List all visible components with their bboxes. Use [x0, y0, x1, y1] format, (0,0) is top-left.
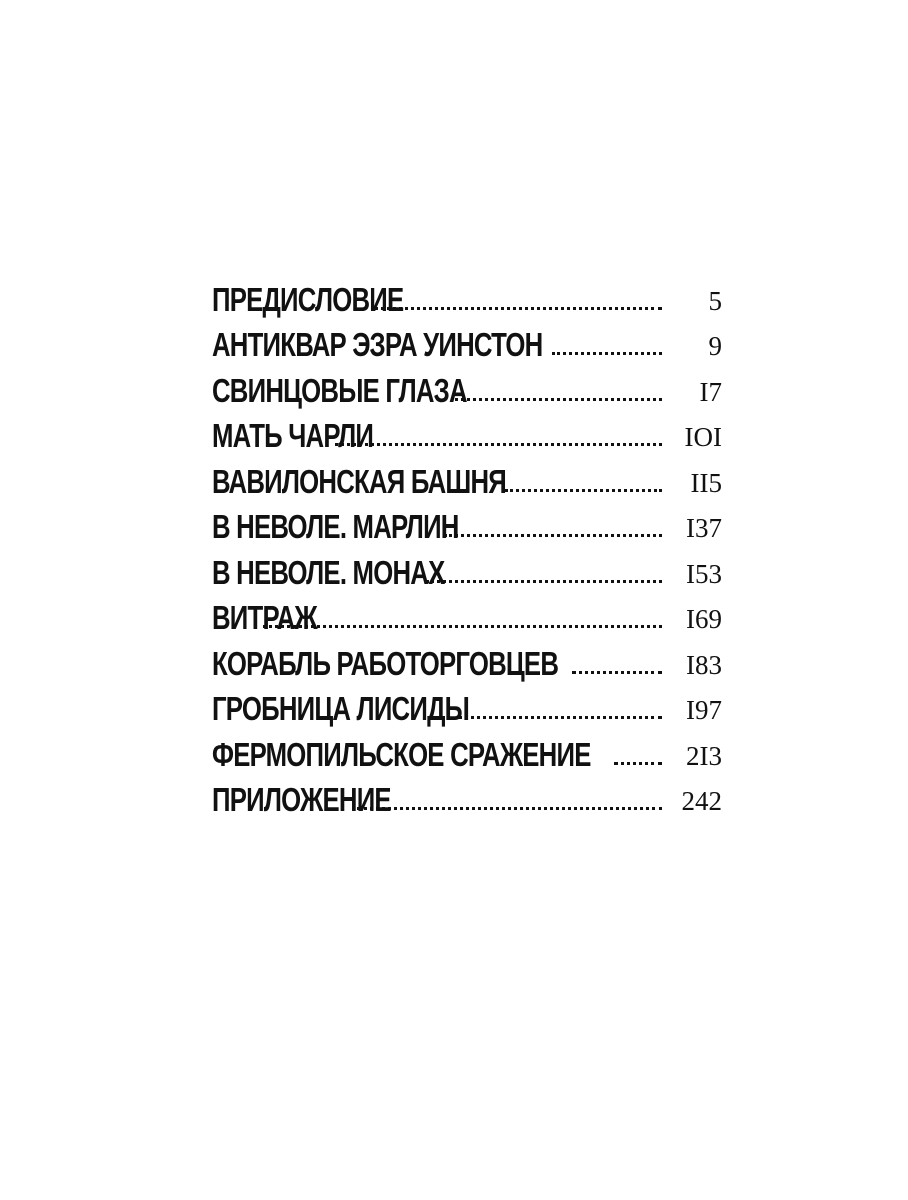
toc-entry-page: I53	[686, 558, 722, 589]
toc-entry-page: I83	[686, 649, 722, 680]
toc-entry-title: ВАВИЛОНСКАЯ БАШНЯ	[212, 462, 506, 500]
toc-entry-title: МАТЬ ЧАРЛИ	[212, 417, 374, 454]
dot-leader	[614, 762, 662, 765]
dot-leader	[335, 443, 662, 446]
toc-entry[interactable]	[212, 634, 722, 680]
toc-entry-title: В НЕВОЛЕ. МАРЛИН	[212, 508, 459, 545]
toc-entry[interactable]	[212, 771, 722, 817]
toc-entry-title: АНТИКВАР ЭЗРА УИНСТОН	[212, 326, 543, 363]
toc-entry-title: ПРИЛОЖЕНИЕ	[212, 781, 391, 818]
dot-leader	[458, 716, 662, 719]
toc-entry-page: II5	[690, 467, 722, 498]
dot-leader	[552, 352, 662, 355]
toc-entry[interactable]	[212, 270, 722, 316]
toc-entry-page: 5	[708, 285, 722, 316]
toc-entry[interactable]	[212, 407, 722, 453]
toc-entry-page: IOI	[684, 422, 722, 452]
dot-leader	[455, 398, 662, 401]
dot-leader	[426, 580, 662, 583]
toc-entry[interactable]	[212, 589, 722, 635]
dot-leader	[357, 807, 662, 810]
toc-entry[interactable]	[212, 680, 722, 726]
toc-entry-page: 9	[708, 331, 722, 361]
dot-leader	[444, 534, 662, 537]
toc-entry-page: I69	[686, 604, 722, 634]
toc-entry-page: I97	[686, 695, 722, 725]
toc-entry-title: ВИТРАЖ	[212, 599, 317, 636]
table-of-contents	[212, 270, 722, 816]
toc-entry-page: I7	[699, 376, 722, 407]
toc-entry-title: СВИНЦОВЫЕ ГЛАЗА	[212, 371, 467, 409]
toc-entry-title: ПРЕДИСЛОВИЕ	[212, 280, 404, 318]
toc-entry-page: 242	[681, 786, 722, 816]
dot-leader	[263, 625, 662, 628]
toc-entry[interactable]	[212, 316, 722, 362]
toc-entry-title: КОРАБЛЬ РАБОТОРГОВЦЕВ	[212, 644, 559, 682]
dot-leader	[374, 307, 662, 310]
toc-entry-page: 2I3	[686, 740, 722, 771]
toc-entry-page: I37	[686, 513, 722, 543]
toc-entry[interactable]	[212, 452, 722, 498]
toc-entry[interactable]	[212, 725, 722, 771]
dot-leader	[572, 671, 662, 674]
toc-entry-title: ГРОБНИЦА ЛИСИДЫ	[212, 690, 470, 727]
toc-entry[interactable]	[212, 361, 722, 407]
toc-entry[interactable]	[212, 543, 722, 589]
dot-leader	[505, 489, 662, 492]
toc-entry-title: ФЕРМОПИЛЬСКОЕ СРАЖЕНИЕ	[212, 735, 591, 773]
toc-entry-title: В НЕВОЛЕ. МОНАХ	[212, 553, 445, 591]
toc-entry[interactable]	[212, 498, 722, 544]
